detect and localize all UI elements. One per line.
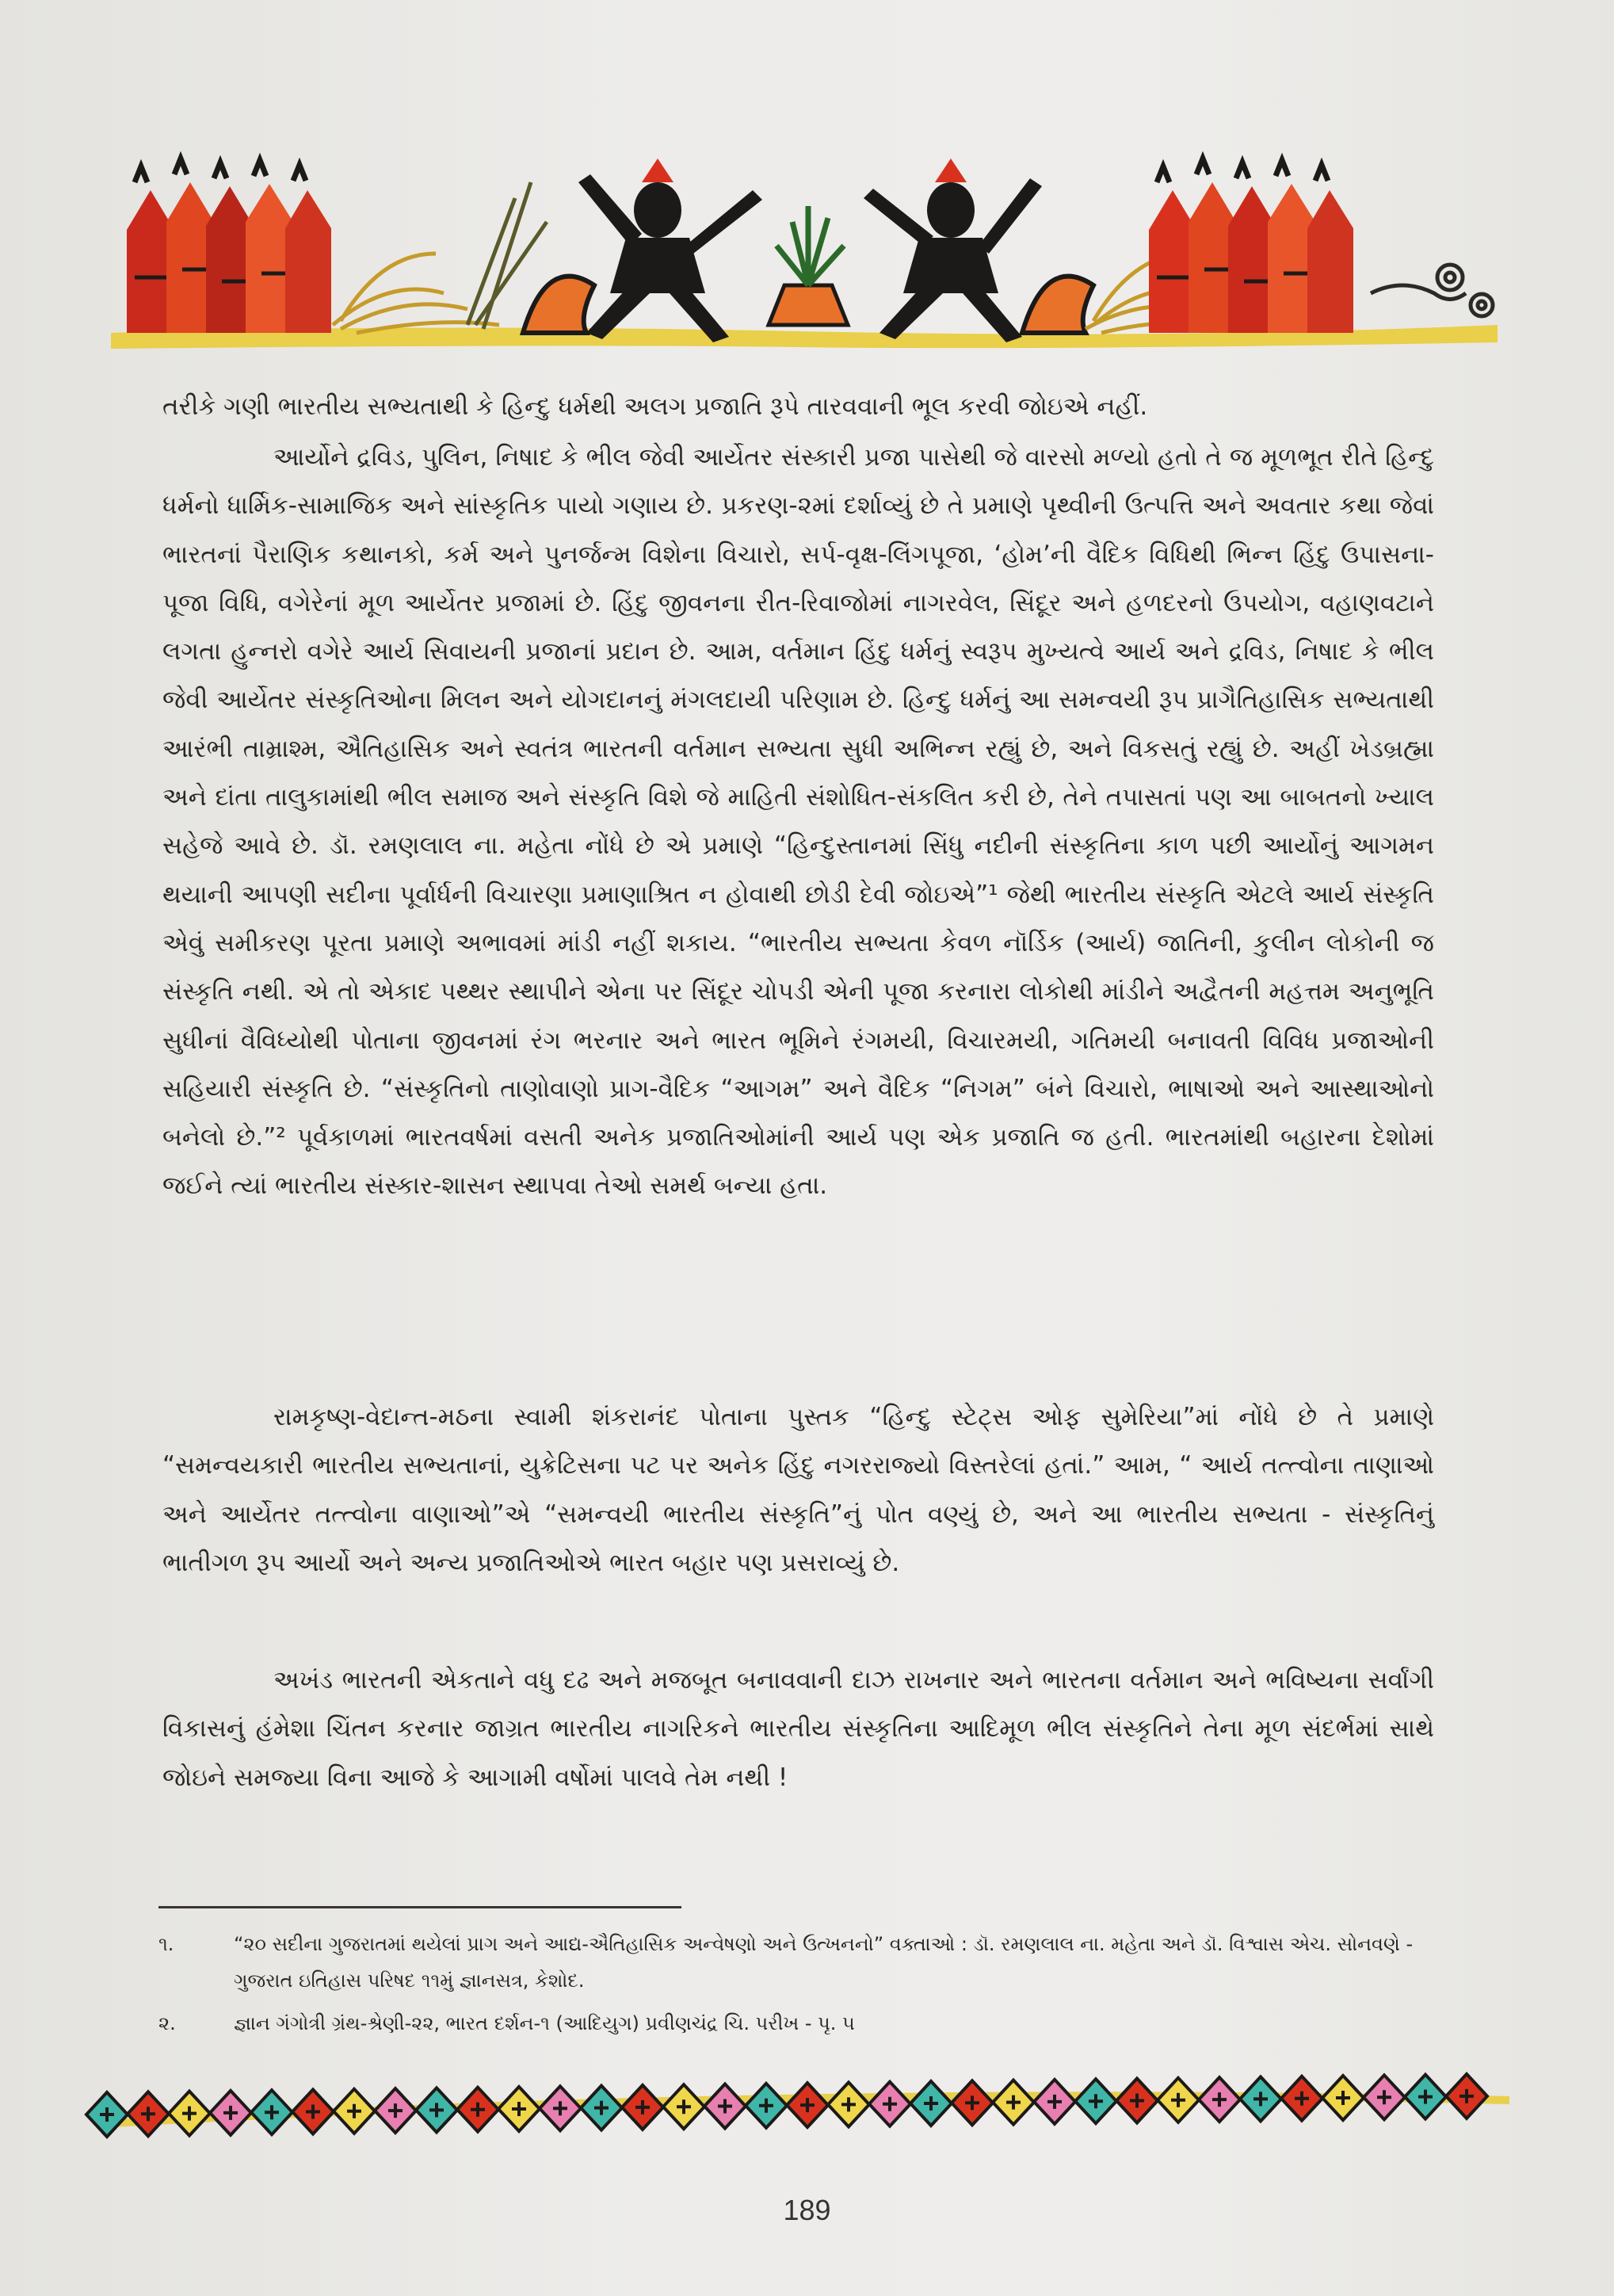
- left-figure-group-icon: [127, 159, 331, 333]
- left-dancer-figure-icon: [578, 159, 762, 342]
- grass-sheaf-icon: [333, 182, 547, 333]
- right-dancer-figure-icon: [864, 159, 1042, 342]
- central-plant-pot-icon: [769, 206, 848, 325]
- footnote-number: ૨.: [158, 2012, 176, 2034]
- spiral-ornament-icon: [1371, 265, 1493, 316]
- footnote-item: [158, 2005, 1442, 2042]
- page-number: 189: [783, 2194, 831, 2226]
- header-tribal-illustration: [103, 135, 1505, 357]
- footnote-separator: [158, 1906, 681, 1908]
- paragraph-conclusion: અખંડ ભારતની એકતાને વધુ દઢ અને મજબૂત બનાવવાની દાઝ રાખનાર અને ભારતના વર્તમાન અને ભવિષ્યના સર્વાંગી વિકાસનું હંમેશા ચિંતન કરનાર જાગ્રત ભારતીય નાગરિકને ભારતીય સંસ્કૃતિના આદિમૂળ ભીલ સંસ્કૃતિને તેના મૂળ સંદર્ભમાં સાથે જોઇને સમજ્યા વિના આજે કે આગામી વર્ષોમાં પાલવે તેમ નથી !: [162, 1666, 1434, 1792]
- footnote-text: જ્ઞાન ગંગોત્રી ગ્રંથ-શ્રેણી-૨૨, ભારત દર્શન-૧ (આદિયુગ) પ્રવીણચંદ્ર ચિ. પરીખ - પૃ. ૫: [234, 2012, 855, 2034]
- footer-diamond-border: [83, 2069, 1525, 2148]
- footnote-item: [158, 1926, 1442, 1999]
- paragraph-continuation: તરીકે ગણી ભારતીય સભ્યતાથી કે હિન્દુ ધર્મથી અલગ પ્રજાતિ રૂપે તારવવાની ભૂલ કરવી જોઇએ નહીં.: [162, 392, 1148, 421]
- paragraph-aryan-heritage: આર્યોને દ્રવિડ, પુલિન, નિષાદ કે ભીલ જેવી આર્યેતર સંસ્કારી પ્રજા પાસેથી જે વારસો મળ્યો હતો તે જ મૂળભૂત રીતે હિન્દુ ધર્મનો ધાર્મિક-સામાજિક અને સાંસ્કૃતિક પાયો ગણાય છે. પ્રકરણ-૨માં દર્શાવ્યું છે તે પ્રમાણે પૃથ્વીની ઉત્પત્તિ અને અવતાર કથા જેવાં ભારતનાં પૈરાણિક કથાનકો, કર્મ અને પુનર્જન્મ વિશેના વિચારો, સર્પ-વૃક્ષ-લિંગપૂજા, ‘હોમ’ની વૈદિક વિધિથી ભિન્ન હિંદુ ઉપાસના-પૂજા વિધિ, વગેરેનાં મૂળ આર્યેતર પ્રજામાં છે. હિંદુ જીવનના રીત-રિવાજોમાં નાગરવેલ, સિંદૂર અને હળદરનો ઉપયોગ, વહાણવટાને લગતા હુન્નરો વગેરે આર્ય સિવાયની પ્રજાનાં પ્રદાન છે. આમ, વર્તમાન હિંદુ ધર્મનું સ્વરૂપ મુખ્યત્વે આર્ય અને દ્રવિડ, નિષાદ કે ભીલ જેવી આર્યેતર સંસ્કૃતિઓના મિલન અને યોગદાનનું મંગલદાયી પરિણામ છે. હિન્દુ ધર્મનું આ સમન્વયી રૂપ પ્રાગૈતિહાસિક સભ્યતાથી આરંભી તામ્રાશ્મ, ઐતિહાસિક અને સ્વતંત્ર ભારતની વર્તમાન સભ્યતા સુધી અભિન્ન રહ્યું છે, અને વિકસતું રહ્યું છે. અહીં ખેડબ્રહ્મા અને દાંતા તાલુકામાંથી ભીલ સમાજ અને સંસ્કૃતિ વિશે જે માહિતી સંશોધિત-સંકલિત કરી છે, તેને તપાસતાં પણ આ બાબતનો ખ્યાલ સહેજે આવે છે. ડૉ. રમણલાલ ના. મહેતા નોંધે છે એ પ્રમાણે “હિન્દુસ્તાનમાં સિંધુ નદીની સંસ્કૃતિના કાળ પછી આર્યોનું આગમન થયાની આપણી સદીના પૂર્વાર્ધની વિચારણા પ્રમાણાશ્રિત ન હોવાથી છોડી દેવી જોઇએ”¹ જેથી ભારતીય સંસ્કૃતિ એટલે આર્ય સંસ્કૃતિ એવું સમીકરણ પૂરતા પ્રમાણે અભાવમાં માંડી નહીં શકાય. “ભારતીય સભ્યતા કેવળ નૉર્ડિક (આર્ય) જાતિની, કુલીન લોકોની જ સંસ્કૃતિ નથી. એ તો એકાદ પથ્થર સ્થાપીને એના પર સિંદૂર ચોપડી એની પૂજા કરનારા લોકોથી માંડીને અદ્વૈતની મહત્તમ અનુભૂતિ સુધીનાં વૈવિધ્યોથી પોતાના જીવનમાં રંગ ભરનાર અને ભારત ભૂમિને રંગમયી, વિચારમયી, ગતિમયી બનાવતી વિવિધ પ્રજાઓની સહિયારી સંસ્કૃતિ છે. “સંસ્કૃતિનો તાણોવાણો પ્રાગ-વૈદિક “આગમ” અને વૈદિક “નિગમ” બંને વિચારો, ભાષાઓ અને આસ્થાઓનો બનેલો છે.”² પૂર્વકાળમાં ભારતવર્ષમાં વસતી અનેક પ્રજાતિઓમાંની આર્ય પણ એક પ્રજાતિ જ હતી. ભારતમાંથી બહારના દેશોમાં જઈને ત્યાં ભારતીય સંસ્કાર-શાસન સ્થાપવા તેઓ સમર્થ બન્યા હતા.: [162, 443, 1434, 1201]
- footnote-text: “૨૦ સદીના ગુજરાતમાં થયેલાં પ્રાગ અને આદ્ય-ઐતિહાસિક અન્વેષણો અને ઉત્ખનનો” વક્તાઓ : ડૉ. રમણલાલ ના. મહેતા અને ડૉ. વિશ્વાસ એચ. સોનવણે - ગુજરાત ઇતિહાસ પરિષદ ૧૧મું જ્ઞાનસત્ર, કેશોદ.: [234, 1933, 1414, 1992]
- diamond-pattern-icon: [86, 2074, 1487, 2137]
- right-figure-group-icon: [1149, 159, 1353, 333]
- footnote-number: ૧.: [158, 1933, 174, 1955]
- paragraph-sumeria: રામકૃષ્ણ-વેદાન્ત-મઠના સ્વામી શંકરાનંદ પોતાના પુસ્તક “હિન્દુ સ્ટેટ્સ ઓફ સુમેરિયા”માં નોંધે છે તે પ્રમાણે “સમન્વયકારી ભારતીય સભ્યતાનાં, યુક્રેટિસના પટ પર અનેક હિંદુ નગરરાજ્યો વિસ્તરેલાં હતાં.” આમ, “ આર્ય તત્ત્વોના તાણાઓ અને આર્યેતર તત્ત્વોના વાણાઓ”એ “સમન્વયી ભારતીય સંસ્કૃતિ”નું પોત વણ્યું છે, અને આ ભારતીય સભ્યતા - સંસ્કૃતિનું ભાતીગળ રૂપ આર્યો અને અન્ય પ્રજાતિઓએ ભારત બહાર પણ પ્રસરાવ્યું છે.: [162, 1403, 1434, 1577]
